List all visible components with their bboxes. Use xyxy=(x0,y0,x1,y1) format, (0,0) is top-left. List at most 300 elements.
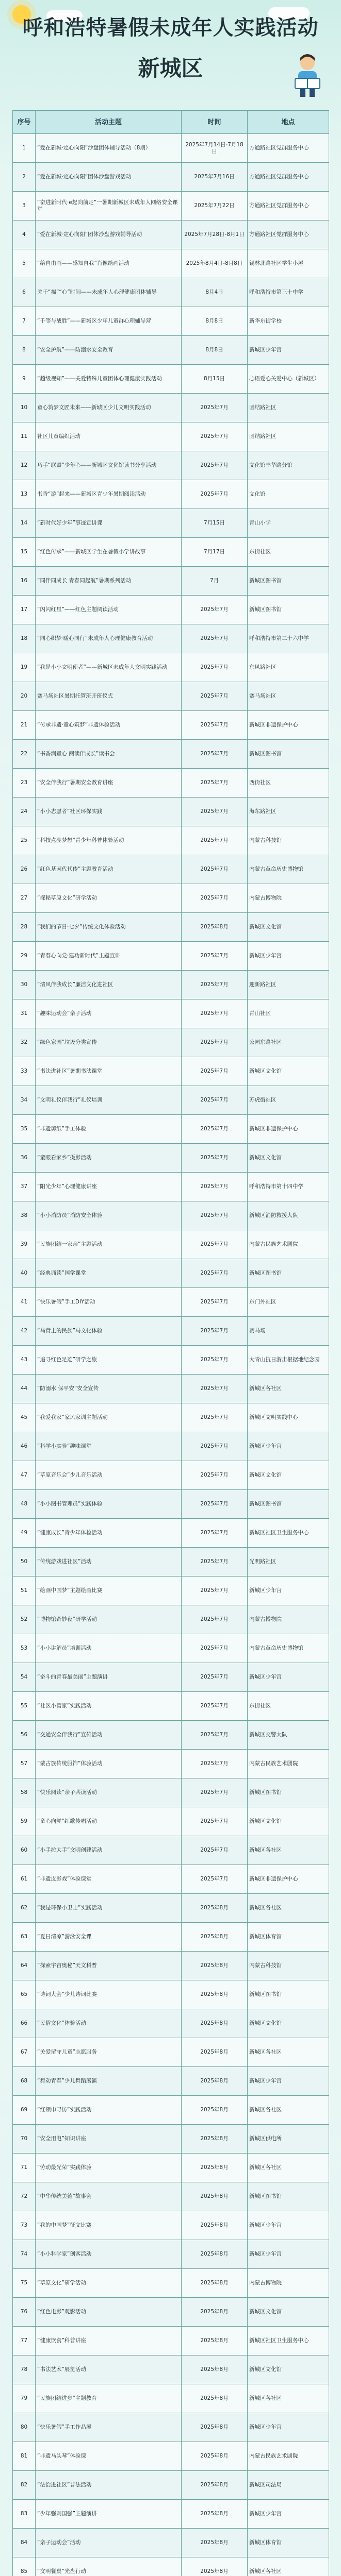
row-index: 5 xyxy=(13,249,36,278)
row-time: 2025年7月 xyxy=(182,884,248,913)
row-index: 23 xyxy=(13,769,36,798)
table-row xyxy=(13,2471,329,2500)
row-time: 2025年7月 xyxy=(182,1346,248,1375)
row-time: 7月15日 xyxy=(182,509,248,538)
row-time: 2025年8月 xyxy=(182,2355,248,2384)
row-time: 2025年7月 xyxy=(182,971,248,999)
table-row xyxy=(13,134,329,163)
row-theme: “小小图书管理员”实践体验 xyxy=(36,1490,182,1519)
row-place: 迎新路社区 xyxy=(248,971,329,999)
table-row xyxy=(13,1778,329,1807)
row-index: 34 xyxy=(13,1086,36,1115)
row-place: 新城区交警大队 xyxy=(248,1721,329,1750)
row-index: 59 xyxy=(13,1807,36,1836)
row-index: 81 xyxy=(13,2442,36,2471)
table-header-row xyxy=(13,111,329,134)
row-index: 75 xyxy=(13,2269,36,2298)
row-time: 8月4日 xyxy=(182,278,248,307)
row-index: 65 xyxy=(13,1980,36,2009)
row-place: 呼和浩特市第十四中学 xyxy=(248,1173,329,1201)
row-theme: “新时代好少年”事迹宣讲课 xyxy=(36,509,182,538)
row-place: 新城区非遗保护中心 xyxy=(248,1865,329,1894)
row-theme: “科技点亮梦想”青少年科普体验活动 xyxy=(36,826,182,855)
table-row xyxy=(13,1605,329,1634)
row-time: 2025年8月 xyxy=(182,2038,248,2067)
row-index: 82 xyxy=(13,2471,36,2500)
table-row xyxy=(13,2125,329,2154)
row-place: 新城区司法局 xyxy=(248,2471,329,2500)
row-theme: “闪闪红星”——红色主题阅读活动 xyxy=(36,596,182,624)
row-place: 新城区文化馆 xyxy=(248,913,329,942)
row-theme: “小小消防员”消防安全体验 xyxy=(36,1201,182,1230)
row-theme: “诗词大会”少儿诗词比赛 xyxy=(36,1980,182,2009)
row-index: 61 xyxy=(13,1865,36,1894)
row-theme: “非遗马头琴”体验课 xyxy=(36,2442,182,2471)
row-place: 大青山抗日游击根据地纪念园 xyxy=(248,1346,329,1375)
row-time: 2025年7月 xyxy=(182,1807,248,1836)
row-time: 2025年8月 xyxy=(182,2327,248,2355)
row-theme: “红色传承”——新城区学生在暑假小学讲故事 xyxy=(36,538,182,567)
row-time: 2025年8月 xyxy=(182,2529,248,2557)
table-row xyxy=(13,192,329,221)
row-time: 2025年7月 xyxy=(182,1144,248,1173)
row-time: 2025年7月14日-7月18日 xyxy=(182,134,248,163)
row-time: 2025年8月 xyxy=(182,2067,248,2096)
row-theme: “奋进新时代·e起向前走”一暑期新城区未成年人网络安全课堂 xyxy=(36,192,182,221)
table-row xyxy=(13,163,329,192)
row-theme: “小小科学家”创客活动 xyxy=(36,2240,182,2269)
row-theme: “少年强则国强”主题演讲 xyxy=(36,2500,182,2529)
row-index: 79 xyxy=(13,2384,36,2413)
row-theme: “马背上的民族”马文化体验 xyxy=(36,1317,182,1346)
row-time: 2025年8月 xyxy=(182,1923,248,1952)
row-place: 内蒙古博物院 xyxy=(248,2269,329,2298)
row-index: 78 xyxy=(13,2355,36,2384)
table-row xyxy=(13,1548,329,1577)
column-header-index: 序号 xyxy=(13,111,36,134)
row-theme: “清风伴我成长”廉洁文化进社区 xyxy=(36,971,182,999)
row-time: 2025年8月 xyxy=(182,2269,248,2298)
row-index: 16 xyxy=(13,567,36,596)
row-index: 19 xyxy=(13,653,36,682)
row-theme: 赛马场社区暑期托管班开班仪式 xyxy=(36,682,182,711)
row-index: 4 xyxy=(13,221,36,249)
row-index: 64 xyxy=(13,1952,36,1980)
table-row xyxy=(13,221,329,249)
row-index: 71 xyxy=(13,2154,36,2182)
page-title: 呼和浩特暑假未成年人实践活动 xyxy=(22,16,319,40)
row-time: 2025年7月 xyxy=(182,1519,248,1548)
row-place: 苏虎街社区 xyxy=(248,1086,329,1115)
column-header-theme: 活动主题 xyxy=(36,111,182,134)
row-time: 2025年7月 xyxy=(182,1086,248,1115)
row-place: 方通路社区党群服务中心 xyxy=(248,221,329,249)
row-index: 40 xyxy=(13,1259,36,1288)
row-place: 西街社区 xyxy=(248,769,329,798)
row-index: 85 xyxy=(13,2557,36,2576)
row-time: 2025年7月 xyxy=(182,422,248,451)
row-time: 2025年7月16日 xyxy=(182,163,248,192)
row-theme: “民族团结一家亲”主题活动 xyxy=(36,1230,182,1259)
row-place: 新城区少年宫 xyxy=(248,2413,329,2442)
page-subtitle: 新城区 xyxy=(138,56,203,81)
table-row xyxy=(13,942,329,971)
table-row xyxy=(13,1923,329,1952)
row-theme: “红色基因代代传”主题教育活动 xyxy=(36,855,182,884)
table-row xyxy=(13,2067,329,2096)
table-row xyxy=(13,307,329,336)
row-place: 文化馆 xyxy=(248,480,329,509)
row-theme: “快乐阅读”亲子共读活动 xyxy=(36,1778,182,1807)
row-theme: “我是环保小卫士”实践活动 xyxy=(36,1894,182,1923)
row-theme: “法治进社区”普法活动 xyxy=(36,2471,182,2500)
table-row xyxy=(13,1865,329,1894)
row-index: 60 xyxy=(13,1836,36,1865)
row-place: 内蒙古科技馆 xyxy=(248,1952,329,1980)
row-time: 2025年8月4日-8月8日 xyxy=(182,249,248,278)
row-place: 光明路社区 xyxy=(248,1548,329,1577)
row-time: 2025年7月 xyxy=(182,1634,248,1663)
row-time: 2025年7月 xyxy=(182,1201,248,1230)
row-time: 2025年7月28日-8月1日 xyxy=(182,221,248,249)
row-place: 新城区少年宫 xyxy=(248,1577,329,1605)
row-theme: “非遗剪纸”手工体验 xyxy=(36,1115,182,1144)
table-row xyxy=(13,1721,329,1750)
row-place: 新城区供电所 xyxy=(248,2125,329,2154)
table-row xyxy=(13,826,329,855)
row-theme: “健康饮食”科普讲座 xyxy=(36,2327,182,2355)
row-time: 2025年7月 xyxy=(182,855,248,884)
row-theme: “夏日清凉”游泳安全课 xyxy=(36,1923,182,1952)
row-index: 39 xyxy=(13,1230,36,1259)
row-index: 24 xyxy=(13,798,36,826)
row-place: 新城区体育馆 xyxy=(248,1923,329,1952)
row-place: 新城区图书馆 xyxy=(248,1259,329,1288)
row-time: 2025年7月 xyxy=(182,1115,248,1144)
row-time: 2025年7月 xyxy=(182,1432,248,1461)
row-place: 新城区社区卫生服务中心 xyxy=(248,1519,329,1548)
table-row xyxy=(13,1634,329,1663)
row-theme: “书法艺术”展览活动 xyxy=(36,2355,182,2384)
row-place: 新城区各社区 xyxy=(248,2154,329,2182)
row-theme: “安全用电”知识讲座 xyxy=(36,2125,182,2154)
table-row xyxy=(13,855,329,884)
row-theme: “红领巾寻访”实践活动 xyxy=(36,2096,182,2125)
row-time: 2025年7月 xyxy=(182,711,248,740)
row-place: 新城区各社区 xyxy=(248,1836,329,1865)
row-theme: “舞动青春”少儿舞蹈展演 xyxy=(36,2067,182,2096)
row-theme: “关爱留守儿童”志愿服务 xyxy=(36,2038,182,2067)
table-row xyxy=(13,2355,329,2384)
row-theme: “安全护航”——防溺水安全教育 xyxy=(36,336,182,365)
table-row xyxy=(13,2529,329,2557)
table-row xyxy=(13,2298,329,2327)
row-time: 2025年7月 xyxy=(182,1836,248,1865)
row-theme: 巧手“联盟”少年心——新城区文化馆读书分享活动 xyxy=(36,451,182,480)
row-index: 49 xyxy=(13,1519,36,1548)
row-place: 呼和浩特市第三十中学 xyxy=(248,278,329,307)
table-row xyxy=(13,2442,329,2471)
row-place: 团结路社区 xyxy=(248,394,329,422)
table-row xyxy=(13,249,329,278)
row-time: 8月8日 xyxy=(182,336,248,365)
table-row xyxy=(13,1807,329,1836)
table-row xyxy=(13,1461,329,1490)
row-place: 方通路社区党群服务中心 xyxy=(248,163,329,192)
row-theme: “千等与战胜”——新城区少年儿童群心理辅导营 xyxy=(36,307,182,336)
row-theme: “我们的节日·七夕”传统文化体验活动 xyxy=(36,913,182,942)
row-index: 77 xyxy=(13,2327,36,2355)
row-index: 2 xyxy=(13,163,36,192)
table-row xyxy=(13,1086,329,1115)
table-row xyxy=(13,653,329,682)
row-time: 2025年7月 xyxy=(182,826,248,855)
row-time: 2025年8月 xyxy=(182,2384,248,2413)
table-row xyxy=(13,1577,329,1605)
row-time: 2025年8月 xyxy=(182,2298,248,2327)
row-theme: “传统游戏进社区”活动 xyxy=(36,1548,182,1577)
table-row xyxy=(13,2557,329,2576)
table-row xyxy=(13,1144,329,1173)
table-row xyxy=(13,740,329,769)
row-place: 新城区少年宫 xyxy=(248,2067,329,2096)
row-time: 2025年7月 xyxy=(182,1317,248,1346)
table-row xyxy=(13,624,329,653)
table-row xyxy=(13,1375,329,1403)
row-index: 72 xyxy=(13,2182,36,2211)
table-row xyxy=(13,394,329,422)
row-place: 内蒙古民族艺术剧院 xyxy=(248,2442,329,2471)
row-place: 新华东街学校 xyxy=(248,307,329,336)
row-place: 新城区文明实践中心 xyxy=(248,1403,329,1432)
row-index: 43 xyxy=(13,1346,36,1375)
row-time: 2025年8月 xyxy=(182,2009,248,2038)
row-theme: “同心织梦·暖心同行”未成年人心理健康教育活动 xyxy=(36,624,182,653)
table-row xyxy=(13,2009,329,2038)
row-time: 2025年7月 xyxy=(182,1605,248,1634)
table-row xyxy=(13,2154,329,2182)
row-place: 文化馆丰华路分馆 xyxy=(248,451,329,480)
row-theme: 童心筑梦文匠未来——新城区少儿文明实践活动 xyxy=(36,394,182,422)
row-theme: “防溺水 保平安”安全宣传 xyxy=(36,1375,182,1403)
table-row xyxy=(13,1432,329,1461)
row-time: 2025年8月 xyxy=(182,2413,248,2442)
row-time: 2025年7月 xyxy=(182,1288,248,1317)
table-row xyxy=(13,1519,329,1548)
row-theme: “书法进社区”暑期书法课堂 xyxy=(36,1057,182,1086)
row-place: 锡林北路社区学生小屋 xyxy=(248,249,329,278)
row-index: 44 xyxy=(13,1375,36,1403)
row-time: 2025年8月 xyxy=(182,2125,248,2154)
table-row xyxy=(13,451,329,480)
row-time: 2025年8月 xyxy=(182,2442,248,2471)
row-theme: “交通安全伴我行”宣传活动 xyxy=(36,1721,182,1750)
row-index: 69 xyxy=(13,2096,36,2125)
row-index: 37 xyxy=(13,1173,36,1201)
table-row xyxy=(13,422,329,451)
table-row xyxy=(13,1057,329,1086)
table-row xyxy=(13,2038,329,2067)
table-row xyxy=(13,2500,329,2529)
header xyxy=(0,0,341,108)
table-row xyxy=(13,365,329,394)
row-index: 8 xyxy=(13,336,36,365)
row-index: 6 xyxy=(13,278,36,307)
row-place: 新城区文化馆 xyxy=(248,1144,329,1173)
row-time: 2025年8月 xyxy=(182,2471,248,2500)
row-time: 2025年8月 xyxy=(182,2240,248,2269)
row-index: 36 xyxy=(13,1144,36,1173)
row-time: 2025年7月 xyxy=(182,1403,248,1432)
row-place: 新城区图书馆 xyxy=(248,567,329,596)
column-header-place: 地点 xyxy=(248,111,329,134)
row-index: 31 xyxy=(13,999,36,1028)
row-time: 2025年8月 xyxy=(182,2182,248,2211)
row-index: 42 xyxy=(13,1317,36,1346)
table-row xyxy=(13,682,329,711)
row-time: 2025年7月 xyxy=(182,942,248,971)
row-place: 赛马场 xyxy=(248,1317,329,1346)
row-index: 13 xyxy=(13,480,36,509)
table-row xyxy=(13,1230,329,1259)
row-theme: “爱在新城·定心向阳”团体沙盘游戏辅导活动 xyxy=(36,221,182,249)
row-theme: 关于“福”“心”时间——未成年人心理健康团体辅导 xyxy=(36,278,182,307)
table-row xyxy=(13,1028,329,1057)
row-index: 1 xyxy=(13,134,36,163)
row-time: 7月17日 xyxy=(182,538,248,567)
row-time: 2025年7月 xyxy=(182,1778,248,1807)
row-index: 56 xyxy=(13,1721,36,1750)
row-theme: “童眼看家乡”摄影活动 xyxy=(36,1144,182,1173)
row-place: 新城区社区卫生服务中心 xyxy=(248,2327,329,2355)
row-index: 48 xyxy=(13,1490,36,1519)
row-time: 2025年7月 xyxy=(182,1375,248,1403)
row-index: 53 xyxy=(13,1634,36,1663)
table-row xyxy=(13,1980,329,2009)
column-header-time: 时间 xyxy=(182,111,248,134)
row-theme: “绘画中国梦”主题绘画比赛 xyxy=(36,1577,182,1605)
row-time: 2025年7月22日 xyxy=(182,192,248,221)
row-place: 新城区文化馆 xyxy=(248,1807,329,1836)
row-place: 新城区少年宫 xyxy=(248,2240,329,2269)
row-time: 2025年7月 xyxy=(182,480,248,509)
row-theme: “我是小小文明使者”——新城区未成年人文明实践活动 xyxy=(36,653,182,682)
row-theme: “传承非遗·童心筑梦”非遗体验活动 xyxy=(36,711,182,740)
table-row xyxy=(13,2240,329,2269)
row-theme: “青春心向党·建功新时代”主题宣讲 xyxy=(36,942,182,971)
row-index: 58 xyxy=(13,1778,36,1807)
row-theme: “小小讲解员”培训活动 xyxy=(36,1634,182,1663)
row-theme: “同伴同成长 青春同起航”暑期系列活动 xyxy=(36,567,182,596)
row-time: 7月 xyxy=(182,567,248,596)
row-time: 2025年7月 xyxy=(182,1461,248,1490)
row-place: 新城区图书馆 xyxy=(248,596,329,624)
row-place: 方通路社区党群服务中心 xyxy=(248,134,329,163)
row-time: 2025年7月 xyxy=(182,999,248,1028)
table-row xyxy=(13,1403,329,1432)
row-theme: “给自由画——感知自我”肖像绘画活动 xyxy=(36,249,182,278)
row-theme: “我爱我家”家风家训主题活动 xyxy=(36,1403,182,1432)
row-theme: “民俗文化”体验活动 xyxy=(36,2009,182,2038)
row-theme: “探索宇宙奥秘”天文科普 xyxy=(36,1952,182,1980)
row-index: 84 xyxy=(13,2529,36,2557)
row-theme: “超级视知”——关爱特殊儿童团体心理健康实践活动 xyxy=(36,365,182,394)
row-index: 11 xyxy=(13,422,36,451)
row-place: 呼和浩特市第二十六中学 xyxy=(248,624,329,653)
row-index: 18 xyxy=(13,624,36,653)
row-time: 2025年7月 xyxy=(182,1692,248,1721)
row-index: 27 xyxy=(13,884,36,913)
row-time: 2025年7月 xyxy=(182,1663,248,1692)
table-row xyxy=(13,1952,329,1980)
row-place: 新城区消防救援大队 xyxy=(248,1201,329,1230)
row-time: 2025年7月 xyxy=(182,1057,248,1086)
row-theme: “蒙古族传统服饰”体验活动 xyxy=(36,1750,182,1778)
table-row xyxy=(13,1115,329,1144)
table-row xyxy=(13,1894,329,1923)
row-place: 新城区非遗保护中心 xyxy=(248,1115,329,1144)
row-place: 新城区图书馆 xyxy=(248,1980,329,2009)
row-time: 2025年8月 xyxy=(182,2096,248,2125)
row-index: 9 xyxy=(13,365,36,394)
row-index: 66 xyxy=(13,2009,36,2038)
row-index: 54 xyxy=(13,1663,36,1692)
row-theme: 社区儿童编织活动 xyxy=(36,422,182,451)
row-theme: “文明餐桌”光盘行动 xyxy=(36,2557,182,2576)
table-row xyxy=(13,1288,329,1317)
row-index: 12 xyxy=(13,451,36,480)
row-index: 15 xyxy=(13,538,36,567)
row-theme: “小小志愿者”社区环保实践 xyxy=(36,798,182,826)
row-place: 新城区少年宫 xyxy=(248,2500,329,2529)
table-row xyxy=(13,567,329,596)
table-row xyxy=(13,2211,329,2240)
row-index: 26 xyxy=(13,855,36,884)
table-row xyxy=(13,1317,329,1346)
row-place: 新城区各社区 xyxy=(248,1375,329,1403)
row-index: 52 xyxy=(13,1605,36,1634)
row-theme: “健康成长”青少年体检活动 xyxy=(36,1519,182,1548)
activity-table-container xyxy=(12,110,329,2576)
row-theme: “奋斗的青春最美丽”主题演讲 xyxy=(36,1663,182,1692)
row-index: 35 xyxy=(13,1115,36,1144)
row-place: 新城区少年宫 xyxy=(248,1432,329,1461)
row-index: 47 xyxy=(13,1461,36,1490)
row-place: 新城区文化馆 xyxy=(248,1057,329,1086)
row-index: 63 xyxy=(13,1923,36,1952)
table-row xyxy=(13,2269,329,2298)
reading-child-illustration-icon xyxy=(283,49,332,99)
row-theme: “爱在新城·定心向阳”沙盘团体辅导活动（8期） xyxy=(36,134,182,163)
table-row xyxy=(13,2413,329,2442)
row-place: 新城区各社区 xyxy=(248,2096,329,2125)
row-place: 公园东路社区 xyxy=(248,1028,329,1057)
row-theme: “快乐暑假”手工DIY活动 xyxy=(36,1288,182,1317)
table-row xyxy=(13,1836,329,1865)
row-place: 内蒙古革命历史博物馆 xyxy=(248,1634,329,1663)
row-index: 29 xyxy=(13,942,36,971)
row-index: 57 xyxy=(13,1750,36,1778)
row-index: 74 xyxy=(13,2240,36,2269)
row-theme: “劳动最光荣”实践体验 xyxy=(36,2154,182,2182)
row-index: 17 xyxy=(13,596,36,624)
table-row xyxy=(13,913,329,942)
table-row xyxy=(13,1346,329,1375)
row-place: 新城区体育馆 xyxy=(248,2529,329,2557)
row-time: 2025年7月 xyxy=(182,1548,248,1577)
table-row xyxy=(13,509,329,538)
row-time: 2025年7月 xyxy=(182,394,248,422)
